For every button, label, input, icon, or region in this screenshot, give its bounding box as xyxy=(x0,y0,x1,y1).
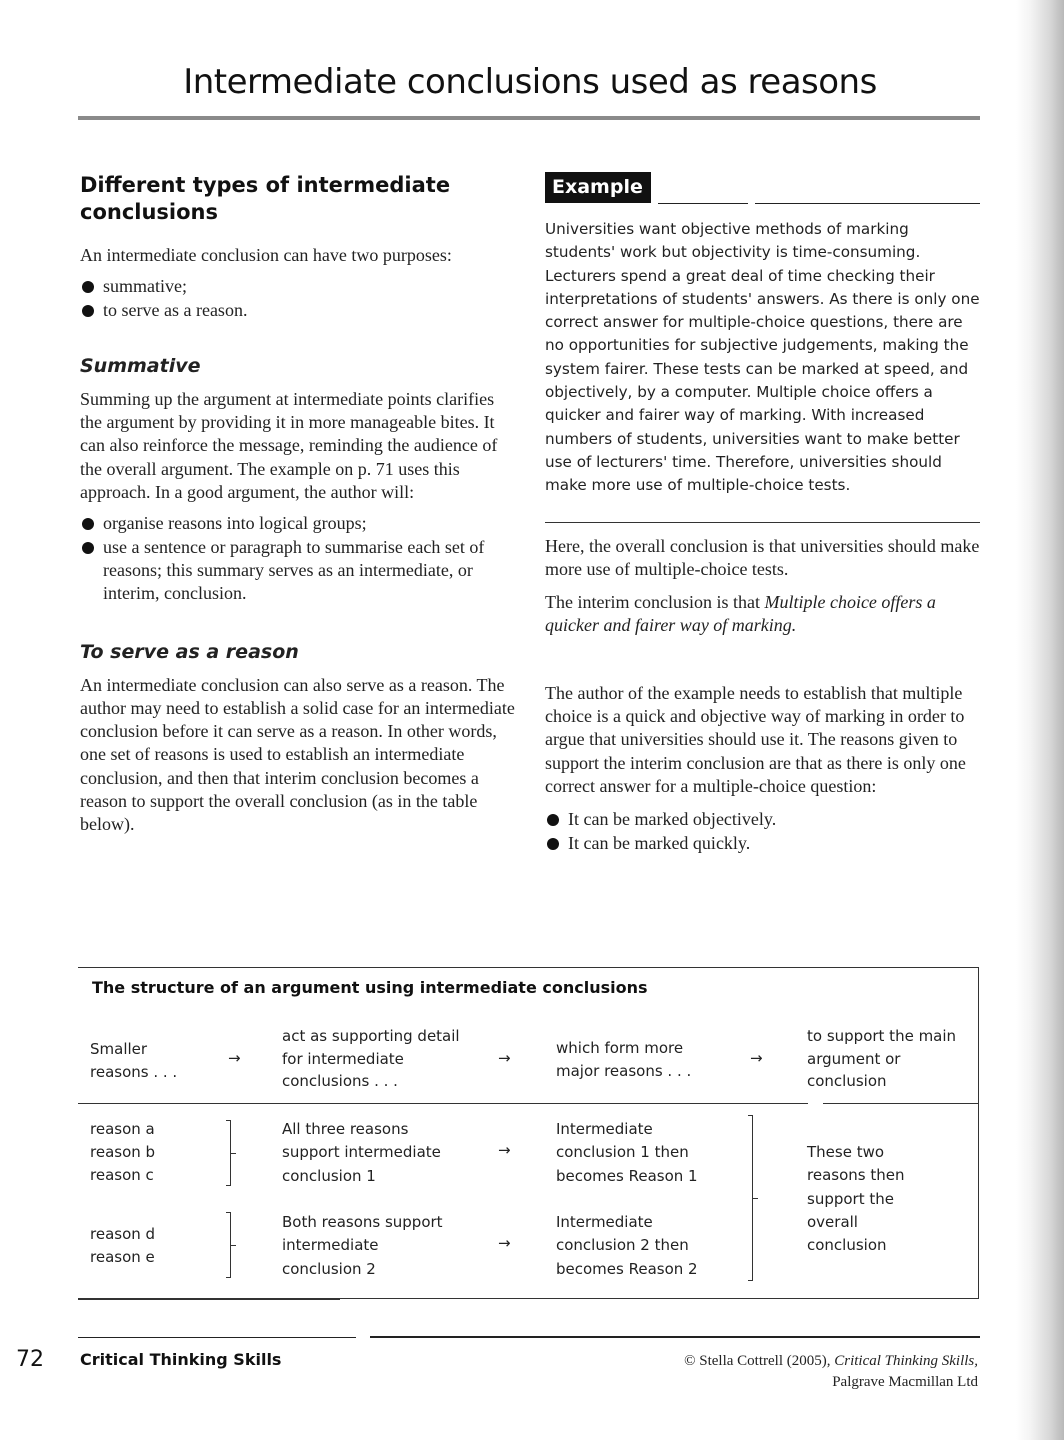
copyright-credit xyxy=(684,1351,978,1393)
overall-conclusion-paragraph: Here, the overall conclusion is that universities should make more use of multiple-choice tests. xyxy=(545,535,980,579)
right-column xyxy=(545,172,980,855)
reason-c: reason c xyxy=(90,1166,154,1184)
analysis-list xyxy=(545,808,980,855)
book-title: Critical Thinking Skills xyxy=(80,1350,282,1369)
group2-becomes: Intermediate conclusion 2 then becomes Reason 2 xyxy=(556,1213,698,1278)
arrow-icon: → xyxy=(498,1049,511,1067)
section-heading: Different types of intermediate conclusions xyxy=(80,173,451,224)
interim-prefix: The interim conclusion is that xyxy=(545,592,765,613)
analysis-paragraph: The author of the example needs to establish that multiple choice is a quick and objective way of marking in order to argue that universities should use it. The reasons given to support the interim conclusion are that as there is only one correct answer for a multiple-choice question: xyxy=(545,682,966,796)
summative-paragraph: Summing up the argument at intermediate points clarifies the argument by providing it in more manageable bites. It can also reinforce the message, reminding the audience of the overall argument. The example on p. 71 uses this approach. In a good argument, the author will: xyxy=(80,388,498,503)
example-divider xyxy=(545,522,980,523)
arrow-icon: → xyxy=(498,1234,511,1252)
publisher: Palgrave Macmillan Ltd xyxy=(832,1374,978,1390)
reason-d: reason d xyxy=(90,1225,156,1243)
credit-prefix: © Stella Cottrell (2005), xyxy=(684,1353,835,1369)
header-rule xyxy=(823,1103,978,1104)
summative-list xyxy=(80,512,520,605)
example-header xyxy=(545,172,980,206)
interim-italic: Multiple choice offers a quicker and fairer way of marking. xyxy=(545,592,936,636)
summative-heading: Summative xyxy=(80,354,201,377)
list-item: It can be marked objectively. xyxy=(545,808,980,831)
reason-b: reason b xyxy=(90,1143,156,1161)
arrow-icon: → xyxy=(228,1049,241,1067)
large-brace-icon xyxy=(748,1115,753,1281)
arrow-icon: → xyxy=(750,1049,763,1067)
example-text: Universities want objective methods of marking students' work but objectivity is time-consuming. Lecturers spend a great deal of time checking their interpretations of students' answers. As there is only one correct answer for multiple-choice questions, there are no opportunities for subjective judgements, making the system fairer. These tests can be marked at speed, and objectively, by a computer. Multiple choice offers a quicker and fairer way of marking. With increased numbers of students, universities want to make better use of lecturers' time. Therefore, universities should make more use of multiple-choice tests. xyxy=(545,220,980,495)
list-item: to serve as a reason. xyxy=(80,299,520,322)
table-header: Smaller reasons . . . xyxy=(90,1040,178,1081)
group1-becomes: Intermediate conclusion 1 then becomes Reason 1 xyxy=(556,1120,698,1185)
page-title: Intermediate conclusions used as reasons xyxy=(183,62,877,102)
serve-as-reason-paragraph: An intermediate conclusion can also serve as a reason. The author may need to establish a solid case for an intermediate conclusion before it can serve as a reason. In other words, one set of reasons is used to establish an intermediate conclusion, and then that interim conclusion becomes a reason to support the overall conclusion (as in the table below). xyxy=(80,674,515,835)
book-spine-shadow xyxy=(1016,0,1064,1440)
table-header: act as supporting detail for intermediate conclusions . . . xyxy=(282,1027,460,1090)
list-item: use a sentence or paragraph to summarise each set of reasons; this summary serves as an intermediate, or interim, conclusion. xyxy=(80,536,520,606)
final-conclusion: These two reasons then support the overall conclusion xyxy=(807,1143,905,1255)
table-header: to support the main argument or conclusion xyxy=(807,1027,957,1090)
list-item: organise reasons into logical groups; xyxy=(80,512,520,535)
credit-italic: Critical Thinking Skills, xyxy=(834,1353,978,1369)
list-item: summative; xyxy=(80,275,520,298)
footer-rule xyxy=(370,1336,980,1338)
reason-a: reason a xyxy=(90,1120,155,1138)
brace-icon xyxy=(226,1212,231,1278)
group2-support: Both reasons support intermediate conclusion 2 xyxy=(282,1213,443,1278)
reason-e: reason e xyxy=(90,1248,155,1266)
header-rule xyxy=(78,1103,808,1104)
brace-icon xyxy=(226,1120,231,1186)
title-rule xyxy=(78,116,980,120)
table-bottom-rule xyxy=(78,1299,340,1300)
list-item: It can be marked quickly. xyxy=(545,832,980,855)
example-label: Example xyxy=(545,172,651,203)
example-rule xyxy=(658,203,748,204)
table-header: which form more major reasons . . . xyxy=(556,1039,692,1080)
left-column xyxy=(80,172,520,837)
group1-support: All three reasons support intermediate conclusion 1 xyxy=(282,1120,441,1185)
footer-rule xyxy=(78,1337,356,1338)
example-rule xyxy=(755,203,980,204)
intro-paragraph: An intermediate conclusion can have two purposes: xyxy=(80,245,452,265)
purposes-list xyxy=(80,275,520,322)
page-number: 72 xyxy=(16,1347,44,1372)
interim-conclusion-paragraph xyxy=(545,591,980,638)
arrow-icon: → xyxy=(498,1141,511,1159)
table-title: The structure of an argument using intermediate conclusions xyxy=(92,978,648,997)
serve-as-reason-heading: To serve as a reason xyxy=(80,640,299,663)
argument-structure-table xyxy=(78,967,979,1299)
